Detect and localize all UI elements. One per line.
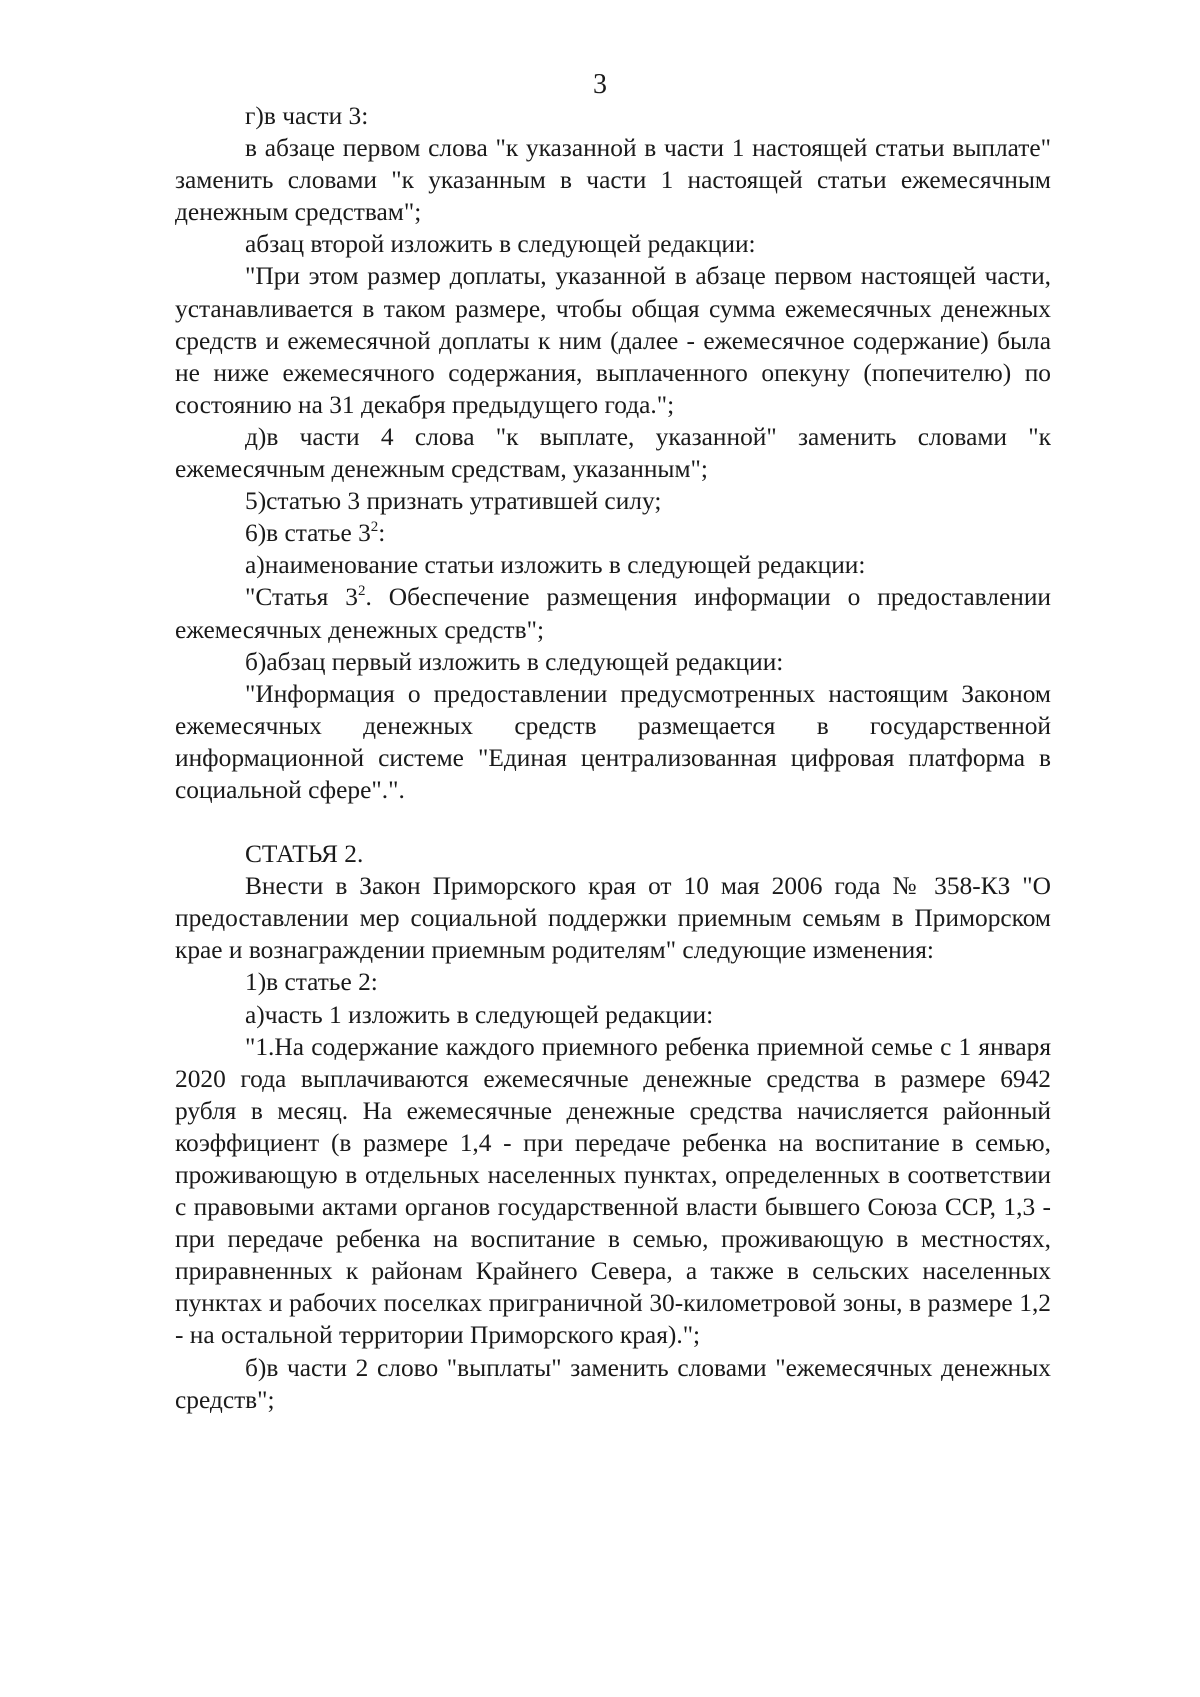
paragraph-item-g: г)в части 3:	[245, 102, 369, 130]
paragraph-item-a-part1: а)часть 1 изложить в следующей редакции:	[245, 1000, 714, 1029]
paragraph-amend-law: Внести в Закон Приморского края от 10 мая 2006 года № 358-КЗ "О предоставлении мер социальной поддержки приемным семьям в Приморском крае и вознаграждении приемным родителям" следующие изменения:	[175, 872, 1051, 965]
item-6-superscript: 2	[370, 519, 379, 536]
page-number: 3	[593, 69, 607, 100]
paragraph-amendment-first-abzac: в абзаце первом слова "к указанной в части 1 настоящей статьи выплате" заменить словами "к указанным в части 1 настоящей статьи ежемесячным денежным средствам";	[175, 134, 1051, 227]
paragraph-quoted-article-title	[175, 581, 1051, 645]
paragraph-quoted-part1: "1.На содержание каждого приемного ребенка приемной семье с 1 января 2020 года выплачиваются ежемесячные денежные средства в размере 6942 рубля в месяц. На ежемесячные денежные средства начисляется районный коэффициент (в размере 1,4 - при передаче ребенка на воспитание в семью, проживающую в отдельных населенных пунктах, определенных в соответствии с правовыми актами органов государственной власти бывшего Союза ССР, 1,3 - при передаче ребенка на воспитание в семью, проживающую в местностях, приравненных к районам Крайнего Севера, а также в сельских населенных пунктах и рабочих поселках приграничной 30-километровой зоны, в размере 1,2 - на остальной территории Приморского края).";	[175, 1032, 1051, 1350]
paragraph-item-d: д)в части 4 слова "к выплате, указанной" заменить словами "к ежемесячным денежным средствам, указанным";	[175, 422, 1051, 484]
paragraph-abzac-second-heading: абзац второй изложить в следующей редакции:	[245, 230, 756, 259]
paragraph-item-b-first-abzac: б)абзац первый изложить в следующей редакции:	[245, 647, 784, 676]
paragraph-item-5: 5)статью 3 признать утратившей силу;	[245, 487, 662, 516]
paragraph-item-1: 1)в статье 2:	[245, 968, 378, 997]
article-title-superscript: 2	[357, 583, 366, 600]
paragraph-item-a-name: а)наименование статьи изложить в следующей редакции:	[245, 551, 866, 580]
item-6-text: 6)в статье 3	[245, 519, 371, 548]
article-title-rest: . Обеспечение размещения информации о предоставлении ежемесячных денежных средств";	[175, 583, 1051, 644]
paragraph-quoted-doplata: "При этом размер доплаты, указанной в абзаце первом настоящей части, устанавливается в таком размере, чтобы общая сумма ежемесячных денежных средств и ежемесячной доплаты к ним (далее - ежемесячное содержание) была не ниже ежемесячного содержания, выплаченного опекуну (попечителю) по состоянию на 31 декабря предыдущего года.";	[175, 262, 1051, 419]
item-6-colon: :	[378, 519, 386, 548]
document-body	[175, 100, 1051, 1416]
spacer	[175, 806, 1051, 838]
article-title-text: "Статья 3	[245, 583, 358, 612]
article-heading: СТАТЬЯ 2.	[245, 840, 364, 869]
paragraph-item-6	[175, 517, 1051, 549]
paragraph-item-b-part2: б)в части 2 слово "выплаты" заменить словами "ежемесячных денежных средств";	[175, 1353, 1051, 1414]
paragraph-quoted-information: "Информация о предоставлении предусмотренных настоящим Законом ежемесячных денежных средств размещается в государственной информационной системе "Единая централизованная цифровая платформа в социальной сфере".".	[175, 679, 1051, 804]
